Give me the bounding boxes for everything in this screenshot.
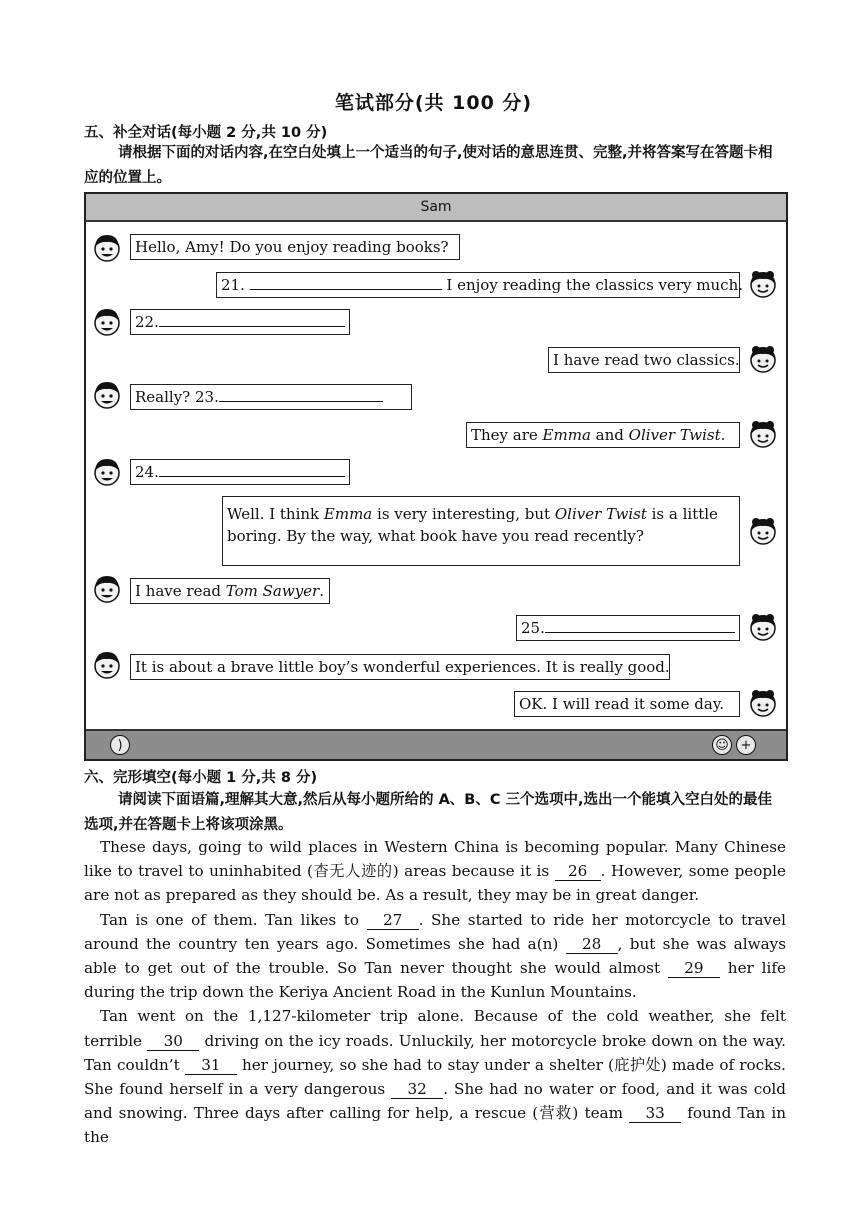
boy-avatar-icon xyxy=(92,307,122,337)
chat-message-boy: 24. xyxy=(130,459,350,485)
chat-message-girl: I have read two classics. xyxy=(548,347,740,373)
chat-message-girl: Well. I think Emma is very interesting, but Oliver Twist is a little boring. By the way, what book have you read recently? xyxy=(222,496,740,566)
blank-32[interactable]: 32 xyxy=(391,1080,443,1099)
boy-avatar-icon xyxy=(92,457,122,487)
boy-avatar-icon xyxy=(92,233,122,263)
answer-blank-21[interactable] xyxy=(250,275,442,290)
chat-message-boy: Really? 23. xyxy=(130,384,412,410)
section-5-instruction: 请根据下面的对话内容,在空白处填上一个适当的句子,使对话的意思连贯、完整,并将答案写在答题卡相应的位置上。 xyxy=(84,145,773,186)
girl-avatar-icon xyxy=(748,688,778,718)
chat-header: Sam xyxy=(86,194,786,222)
chat-input-bar xyxy=(86,729,786,759)
chat-message-girl: OK. I will read it some day. xyxy=(514,691,740,717)
passage xyxy=(84,835,786,1150)
chat-window xyxy=(84,192,788,761)
page-title: 笔试部分(共 100 分) xyxy=(334,92,533,114)
chat-message-boy: Hello, Amy! Do you enjoy reading books? xyxy=(130,234,460,260)
paragraph-1: These days, going to wild places in Western China is becoming popular. Many Chinese like to travel to uninhabited (杳无人迹的) areas because it is 26 . However, some people are not as prepared as they should be. As a result, they may be in great danger. xyxy=(84,838,786,905)
blank-28[interactable]: 28 xyxy=(566,935,618,954)
girl-avatar-icon xyxy=(748,344,778,374)
blank-27[interactable]: 27 xyxy=(367,911,419,930)
emoji-icon[interactable]: ☺ xyxy=(712,735,732,755)
girl-avatar-icon xyxy=(748,516,778,546)
girl-avatar-icon xyxy=(748,269,778,299)
boy-avatar-icon xyxy=(92,650,122,680)
blank-29[interactable]: 29 xyxy=(668,959,720,978)
chat-message-girl: 21. I enjoy reading the classics very much. xyxy=(216,272,740,298)
section-6-instruction: 请阅读下面语篇,理解其大意,然后从每小题所给的 A、B、C 三个选项中,选出一个能填入空白处的最佳选项,并在答题卡上将该项涂黑。 xyxy=(84,792,773,833)
paragraph-2: Tan is one of them. Tan likes to 27 . She started to ride her motorcycle to travel around the country ten years ago. Sometimes she had a(n) 28 , but she was always able to get out of the trouble. So Tan never thought she would almost 29 her life during the trip down the Keriya Ancient Road in the Kunlun Mountains. xyxy=(84,910,787,1002)
answer-blank-22[interactable] xyxy=(159,312,345,327)
boy-avatar-icon xyxy=(92,574,122,604)
voice-icon[interactable]: ) xyxy=(110,735,130,755)
chat-message-girl: 25. xyxy=(516,615,740,641)
answer-blank-23[interactable] xyxy=(219,387,383,402)
blank-26[interactable]: 26 xyxy=(555,862,601,881)
chat-message-boy: It is about a brave little boy’s wonderful experiences. It is really good. xyxy=(130,654,670,680)
plus-icon[interactable]: + xyxy=(736,735,756,755)
answer-blank-24[interactable] xyxy=(159,462,345,477)
boy-avatar-icon xyxy=(92,380,122,410)
answer-blank-25[interactable] xyxy=(545,618,735,633)
section-6-heading: 六、完形填空(每小题 1 分,共 8 分) xyxy=(84,770,318,786)
blank-33[interactable]: 33 xyxy=(629,1104,681,1123)
chat-message-boy: I have read Tom Sawyer. xyxy=(130,578,330,604)
girl-avatar-icon xyxy=(748,419,778,449)
blank-31[interactable]: 31 xyxy=(185,1056,237,1075)
girl-avatar-icon xyxy=(748,612,778,642)
blank-30[interactable]: 30 xyxy=(147,1032,199,1051)
section-5-heading: 五、补全对话(每小题 2 分,共 10 分) xyxy=(84,125,328,141)
paragraph-3: Tan went on the 1,127-kilometer trip alone. Because of the cold weather, she felt terrible 30 driving on the icy roads. Unluckily, her motorcycle broke down on the way. Tan couldn’t 31 her journey, so she had to stay under a shelter (庇护处) made of rocks. She found herself in a very dangerous 32 . She had no water or food, and it was cold and snowing. Three days after calling for help, a rescue (营救) team 33 found Tan in the xyxy=(84,1007,786,1147)
chat-message-boy: 22. xyxy=(130,309,350,335)
chat-message-girl: They are Emma and Oliver Twist. xyxy=(466,422,740,448)
